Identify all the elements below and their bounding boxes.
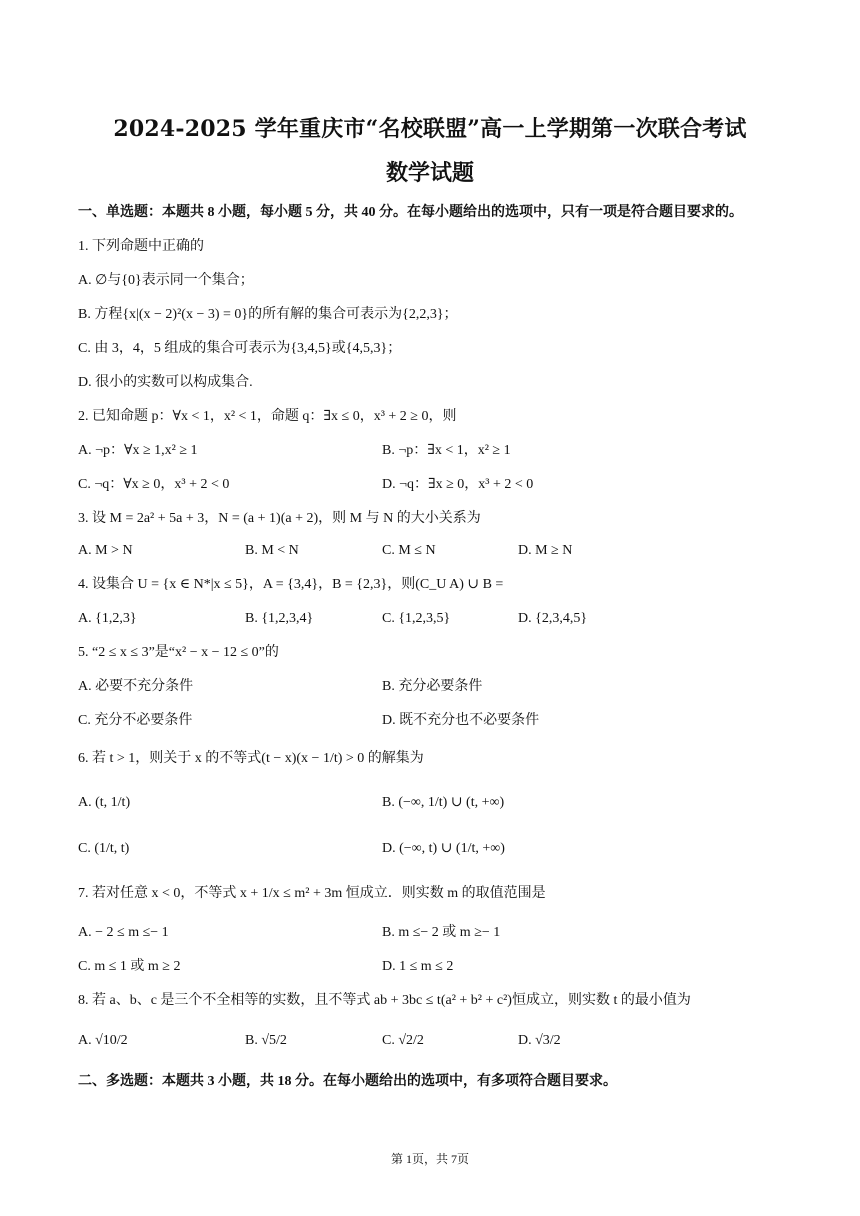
question-2-stem: 2. 已知命题 p：∀x < 1，x² < 1，命题 q：∃x ≤ 0，x³ + 2 ≥ 0，则: [78, 409, 457, 424]
question-3-option-a: A. M > N: [78, 543, 133, 558]
question-7-option-d: D. 1 ≤ m ≤ 2: [382, 959, 454, 974]
question-7-stem: 7. 若对任意 x < 0，不等式 x + 1/x ≤ m² + 3m 恒成立．则实数 m 的取值范围是: [78, 886, 546, 901]
page-footer: 第 1页，共 7页: [390, 1152, 469, 1166]
question-6-stem: 6. 若 t > 1，则关于 x 的不等式(t − x)(x − 1/t) > 0 的解集为: [78, 751, 424, 766]
question-4-stem: 4. 设集合 U = {x ∈ N*|x ≤ 5}，A = {3,4}，B = {2,3}，则(C_U A) ∪ B =: [78, 577, 504, 592]
question-7-option-a: A. − 2 ≤ m ≤− 1: [78, 925, 169, 940]
question-2-option-b: B. ¬p：∃x < 1，x² ≥ 1: [382, 443, 511, 458]
question-4-option-d: D. {2,3,4,5}: [518, 611, 588, 626]
question-7-option-c: C. m ≤ 1 或 m ≥ 2: [78, 959, 181, 974]
question-6-option-d: D. (−∞, t) ∪ (1/t, +∞): [382, 841, 505, 856]
question-8-stem: 8. 若 a、b、c 是三个不全相等的实数，且不等式 ab + 3bc ≤ t(a² + b² + c²)恒成立，则实数 t 的最小值为: [78, 993, 691, 1008]
section-heading-single-choice: 一、单选题：本题共 8 小题，每小题 5 分，共 40 分。在每小题给出的选项中，只有一项是符合题目要求的。: [78, 205, 743, 220]
question-7-option-b: B. m ≤− 2 或 m ≥− 1: [382, 925, 501, 940]
question-6-option-a: A. (t, 1/t): [78, 795, 131, 810]
question-5-option-c: C. 充分不必要条件: [78, 713, 193, 728]
question-8-option-b: B. √5/2: [245, 1033, 287, 1048]
question-4-option-a: A. {1,2,3}: [78, 611, 137, 626]
question-1-option-c: C. 由 3，4，5 组成的集合可表示为{3,4,5}或{4,5,3}；: [78, 341, 402, 356]
question-2-option-d: D. ¬q：∃x ≥ 0，x³ + 2 < 0: [382, 477, 534, 492]
question-1-stem: 1. 下列命题中正确的: [78, 239, 204, 254]
question-5-option-a: A. 必要不充分条件: [78, 679, 194, 694]
question-8-option-c: C. √2/2: [382, 1033, 424, 1048]
question-3-option-c: C. M ≤ N: [382, 543, 436, 558]
question-3-option-b: B. M < N: [245, 543, 299, 558]
question-4-option-c: C. {1,2,3,5}: [382, 611, 451, 626]
question-1-option-a: A. ∅与{0}表示同一个集合；: [78, 273, 254, 288]
exam-subtitle: 数学试题: [385, 160, 474, 186]
question-5-option-b: B. 充分必要条件: [382, 679, 483, 694]
question-8-option-a: A. √10/2: [78, 1033, 128, 1048]
question-2-option-c: C. ¬q：∀x ≥ 0，x³ + 2 < 0: [78, 477, 230, 492]
question-5-option-d: D. 既不充分也不必要条件: [382, 713, 540, 728]
question-8-option-d: D. √3/2: [518, 1033, 561, 1048]
question-5-stem: 5. “2 ≤ x ≤ 3”是“x² − x − 12 ≤ 0”的: [78, 645, 279, 660]
question-6-option-b: B. (−∞, 1/t) ∪ (t, +∞): [382, 795, 505, 810]
question-1-option-d: D. 很小的实数可以构成集合.: [78, 375, 253, 390]
exam-title: 2024-2025 学年重庆市“名校联盟”高一上学期第一次联合考试: [113, 116, 747, 142]
question-3-stem: 3. 设 M = 2a² + 5a + 3，N = (a + 1)(a + 2)，则 M 与 N 的大小关系为: [78, 511, 481, 526]
question-4-option-b: B. {1,2,3,4}: [245, 611, 314, 626]
question-6-option-c: C. (1/t, t): [78, 841, 130, 856]
section-heading-multiple-choice: 二、多选题：本题共 3 小题，共 18 分。在每小题给出的选项中，有多项符合题目要求。: [78, 1074, 617, 1089]
question-2-option-a: A. ¬p：∀x ≥ 1,x² ≥ 1: [78, 443, 198, 458]
question-1-option-b: B. 方程{x|(x − 2)²(x − 3) = 0}的所有解的集合可表示为{2,2,3}；: [78, 307, 458, 322]
question-3-option-d: D. M ≥ N: [518, 543, 573, 558]
